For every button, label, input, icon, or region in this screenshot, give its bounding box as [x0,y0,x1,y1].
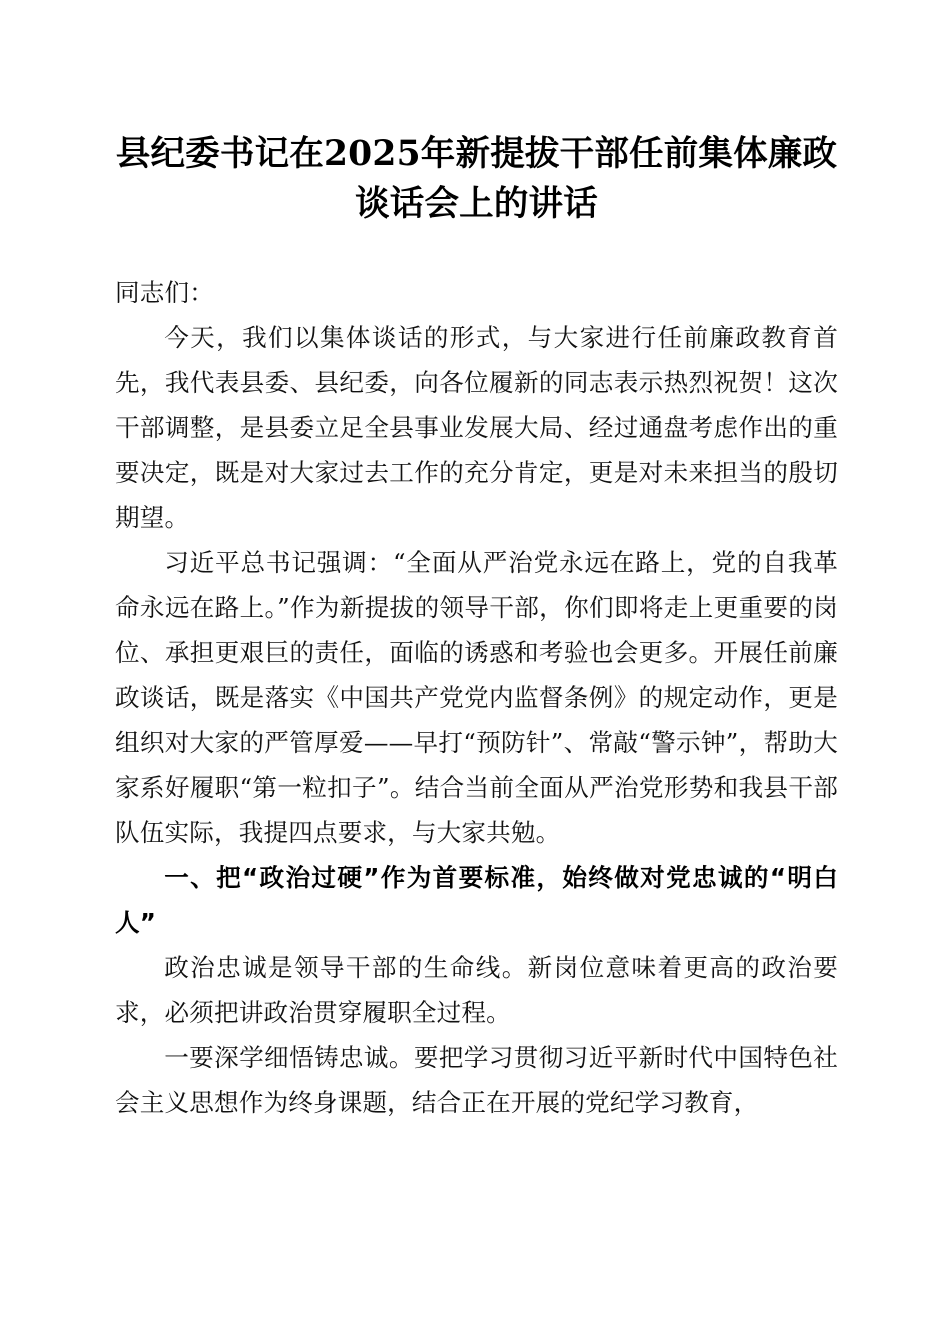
paragraph-4: 一要深学细悟铸忠诚。要把学习贯彻习近平新时代中国特色社会主义思想作为终身课题，结合正在开展的党纪学习教育， [115,1043,838,1117]
section-heading-1: 一、把“政治过硬”作为首要标准，始终做对党忠诚的“明白人” [115,863,838,937]
salutation-line: 同志们： [115,278,214,307]
document-body [115,229,838,1125]
document-content [115,0,838,1125]
paragraph-2: 习近平总书记强调：“全面从严治党永远在路上，党的自我革命永远在路上。”作为新提拔的领导干部，你们即将走上更重要的岗位、承担更艰巨的责任，面临的诱惑和考验也会更多。开展任前廉政谈话，既是落实《中国共产党党内监督条例》的规定动作，更是组织对大家的严管厚爱——早打“预防针”、常敲“警示钟”，帮助大家系好履职“第一粒扣子”。结合当前全面从严治党形势和我县干部队伍实际，我提四点要求，与大家共勉。 [115,548,838,847]
paragraph-1: 今天，我们以集体谈话的形式，与大家进行任前廉政教育首先，我代表县委、县纪委，向各位履新的同志表示热烈祝贺！这次干部调整，是县委立足全县事业发展大局、经过通盘考虑作出的重要决定，既是对大家过去工作的充分肯定，更是对未来担当的殷切期望。 [115,323,838,532]
paragraph-3: 政治忠诚是领导干部的生命线。新岗位意味着更高的政治要求，必须把讲政治贯穿履职全过程。 [115,953,838,1027]
page-title: 县纪委书记在2025年新提拔干部任前集体廉政谈话会上的讲话 [115,134,838,224]
